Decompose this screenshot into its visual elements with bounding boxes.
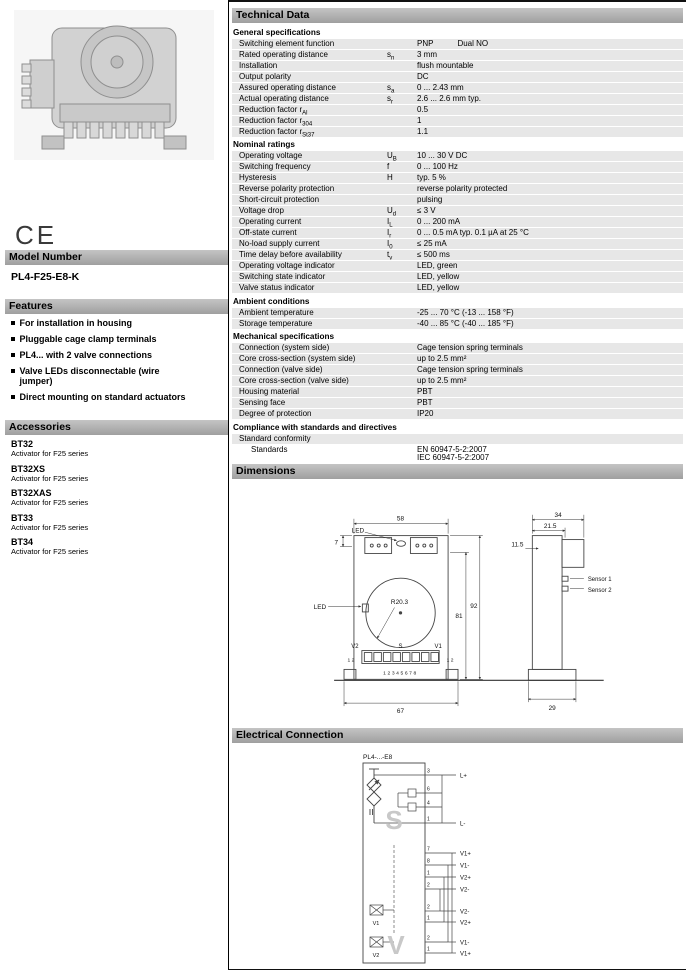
spec-section-title: Nominal ratings [233, 140, 295, 149]
spec-label: Actual operating distance [239, 93, 329, 103]
spec-value: Cage tension spring terminals [417, 343, 523, 352]
valve-pin-label: V1+ [459, 951, 471, 958]
spec-symbol: $t_v$ [387, 250, 393, 262]
spec-row [232, 409, 683, 419]
feature-text: For installation in housing [19, 318, 132, 328]
spec-symbol: $I_r$ [387, 228, 392, 240]
accessory-name: BT32 [11, 439, 34, 449]
terminal-pins-left: 1 2 [347, 658, 354, 664]
supply-plus-label: L+ [459, 773, 467, 780]
spec-value: DC [417, 71, 429, 81]
feature-item [11, 392, 193, 402]
spec-label: Reduction factor $r_{304}$ [239, 115, 313, 128]
technical-data-header: Technical Data [232, 8, 683, 23]
spec-row [232, 217, 683, 227]
spec-label: Standards [251, 444, 288, 454]
spec-row [232, 61, 683, 71]
spec-value-secondary: Dual NO [457, 38, 489, 48]
spec-symbol: f [387, 162, 390, 171]
valve-pin-label: V2- [459, 909, 469, 916]
output-label: V1+ [459, 851, 471, 858]
spec-value-line: IEC 60947-5-2:2007 [417, 453, 490, 462]
feature-text: Direct mounting on standard actuators [19, 392, 186, 402]
terminal-v2-label: V2 [350, 644, 359, 651]
spec-value: ≤ 3 V [417, 206, 436, 215]
technical-table [232, 25, 683, 463]
ce-mark-text: CE [15, 220, 58, 250]
spec-label: Operating voltage indicator [239, 261, 335, 270]
valve-block-letter: V [386, 930, 405, 960]
bullet-icon [11, 321, 15, 325]
spec-value: PBT [417, 387, 433, 396]
features-list [11, 318, 193, 402]
spec-value: 0.5 [417, 104, 429, 114]
dim-height-outer: 92 [469, 602, 477, 610]
spec-value: PNP Dual NO [417, 38, 489, 48]
feature-item [11, 350, 193, 360]
spec-label: Valve status indicator [239, 283, 315, 292]
spec-label: Core cross-section (system side) [239, 354, 356, 363]
terminal-s-label: S [398, 644, 402, 651]
spec-symbol: $U_d$ [387, 206, 397, 218]
accessory-name: BT34 [11, 537, 34, 547]
pin-number: 1 [426, 870, 430, 877]
dimensions-header: Dimensions [232, 464, 683, 479]
spec-row [232, 83, 683, 93]
spec-label: Connection (system side) [239, 343, 330, 352]
pin-number: 1 [426, 915, 430, 922]
spec-row [232, 195, 683, 205]
features-header: Features [5, 299, 228, 314]
spec-row [232, 261, 683, 271]
spec-value: LED, green [417, 261, 458, 270]
spec-row [232, 39, 683, 49]
valve1-label: V1 [372, 921, 379, 927]
electrical-connection-header: Electrical Connection [232, 728, 683, 743]
bullet-icon [11, 369, 15, 373]
spec-value: 1.1 [417, 126, 429, 136]
accessory-description: Activator for F25 series [11, 498, 89, 507]
spec-label: Sensing face [239, 398, 286, 407]
spec-row [232, 50, 683, 60]
circuit-title: PL4-...-E8 [362, 754, 392, 761]
accessory-name: BT32XS [11, 463, 46, 474]
dimension-lines [328, 515, 584, 706]
valve-pin-label: V2+ [459, 920, 471, 927]
spec-label: Ambient temperature [239, 307, 314, 317]
sensor-symbol-icon [367, 769, 381, 823]
product-image [14, 10, 214, 160]
spec-value: Cage tension spring terminals [417, 365, 523, 374]
spec-row [232, 206, 683, 216]
spec-value: -25 ... 70 °C (-13 ... 158 °F) [417, 307, 514, 317]
accessory-description: Activator for F25 series [11, 522, 89, 532]
spec-label: Core cross-section (valve side) [239, 376, 349, 385]
terminal-numbers: 12345678 [382, 671, 418, 677]
model-number: PL4-F25-E8-K [11, 271, 80, 283]
circuit-labels [363, 754, 471, 960]
spec-label: Reduction factor $r_{Al}$ [239, 104, 308, 117]
spec-value: typ. 5 % [417, 173, 446, 182]
spec-section-title: Mechanical specifications [233, 332, 335, 341]
spec-row [232, 308, 683, 318]
spec-label: Operating current [239, 217, 302, 226]
spec-label: Assured operating distance [239, 82, 336, 92]
dim-bottom-width: 67 [396, 708, 404, 716]
spec-value: IP20 [417, 409, 434, 418]
spec-label: Output polarity [239, 71, 292, 81]
spec-label: Operating voltage [239, 151, 303, 160]
led-label-top: LED [351, 527, 364, 535]
feature-text: Pluggable cage clamp terminals [19, 334, 157, 344]
spec-row [232, 343, 683, 353]
pin-number: 1 [426, 946, 430, 953]
spec-label: Time delay before availability [239, 250, 342, 259]
spec-value: ≤ 500 ms [417, 250, 450, 259]
spec-row [232, 105, 683, 115]
spec-row [232, 127, 683, 137]
spec-row [232, 272, 683, 282]
spec-label: Switching element function [239, 38, 335, 48]
spec-row [232, 116, 683, 126]
spec-symbol: H [387, 173, 393, 182]
spec-label: Reduction factor $r_{St37}$ [239, 126, 315, 139]
spec-row [232, 376, 683, 386]
spec-label: Switching state indicator [239, 272, 326, 281]
accessory-description: Activator for F25 series [11, 473, 89, 483]
spec-row [232, 434, 683, 444]
ce-mark-logo [14, 218, 80, 250]
pin-number: 6 [426, 786, 430, 793]
spec-value: 0 ... 100 Hz [417, 162, 458, 171]
spec-value: up to 2.5 mm² [417, 376, 467, 385]
dim-side-foot: 29 [548, 705, 556, 713]
spec-symbol: $s_n$ [387, 49, 395, 62]
spec-section-title: Compliance with standards and directives [233, 422, 397, 432]
model-number-header: Model Number [5, 250, 228, 265]
spec-row [232, 398, 683, 408]
spec-label: Storage temperature [239, 318, 313, 328]
spec-row [232, 228, 683, 238]
valve2-label: V2 [372, 953, 379, 959]
bullet-icon [11, 353, 15, 357]
spec-row [232, 387, 683, 397]
dim-height-inner: 81 [454, 612, 463, 620]
feature-text: PL4... with 2 valve connections [19, 350, 153, 360]
pin-number: 7 [426, 846, 430, 853]
spec-row [232, 283, 683, 293]
spec-value: up to 2.5 mm² [417, 354, 467, 363]
spec-section-title: General specifications [233, 27, 321, 37]
pin-number: 1 [426, 816, 430, 823]
spec-row [232, 354, 683, 364]
accessory-item [11, 513, 222, 533]
spec-value: pulsing [417, 195, 443, 204]
spec-row [232, 239, 683, 249]
spec-value: reverse polarity protected [417, 184, 508, 193]
dim-side-width: 34 [554, 511, 562, 519]
spec-value: ≤ 25 mA [417, 239, 447, 248]
spec-row [232, 184, 683, 194]
spec-value: 0 ... 200 mA [417, 217, 461, 226]
spec-value: 1 [417, 115, 422, 125]
sensor1-label: Sensor 1 [587, 577, 612, 584]
pin-number: 4 [426, 800, 430, 807]
spec-value [417, 446, 681, 463]
spec-label: Connection (valve side) [239, 365, 323, 374]
dimension-front-view [344, 536, 458, 680]
pin-number: 2 [426, 904, 430, 911]
feature-item [11, 318, 193, 328]
spec-label: Short-circuit protection [239, 195, 320, 204]
valve-pin-label: V1- [459, 940, 469, 947]
spec-label: Installation [239, 60, 278, 70]
spec-label: Reverse polarity protection [239, 184, 335, 193]
dimension-labels [313, 512, 612, 715]
output-label: V2+ [459, 875, 471, 882]
dim-offset-top: 7 [333, 539, 338, 547]
dimension-side-view [528, 536, 584, 681]
spec-row [232, 151, 683, 161]
spec-value: LED, yellow [417, 283, 460, 292]
dim-radius: R20.3 [390, 599, 408, 606]
led-label-left: LED [313, 603, 326, 611]
spec-value: 10 ... 30 V DC [417, 151, 468, 160]
spec-value-line: EN 60947-5-2:2007 [417, 444, 487, 454]
spec-row [232, 250, 683, 260]
sensor2-label: Sensor 2 [587, 588, 612, 595]
spec-label: Standard conformity [239, 433, 311, 443]
accessory-name: BT33 [11, 512, 34, 523]
spec-value: PBT [417, 398, 433, 407]
spec-section-title: Ambient conditions [233, 296, 310, 306]
spec-value: 0 ... 0.5 mA typ. 0.1 µA at 25 °C [417, 228, 529, 237]
supply-minus-label: L- [459, 821, 465, 828]
spec-label: Rated operating distance [239, 49, 328, 59]
spec-row [232, 72, 683, 82]
spec-value: 3 mm [417, 49, 437, 59]
accessory-item [11, 537, 222, 557]
spec-row [232, 94, 683, 104]
spec-value: 2.6 ... 2.6 mm typ. [417, 93, 482, 103]
pin-number: 8 [426, 858, 430, 865]
spec-symbol: $U_B$ [387, 151, 397, 163]
right-column [228, 0, 686, 970]
pin-number: 3 [426, 768, 430, 775]
pin-number: 2 [426, 935, 430, 942]
dim-side-upper: 21.5 [543, 523, 556, 531]
accessories-list [11, 439, 222, 557]
spec-label: Switching frequency [239, 162, 311, 171]
spec-label: Off-state current [239, 228, 297, 237]
left-column [0, 0, 228, 970]
terminal-pins-right: 1 2 [446, 658, 454, 664]
spec-symbol: $s_a$ [387, 82, 395, 95]
accessories-header: Accessories [5, 420, 228, 435]
feature-text: Valve LEDs disconnectable (wire jumper) [19, 366, 160, 386]
dim-side-face: 11.5 [510, 541, 523, 549]
spec-row [232, 319, 683, 329]
spec-label: Degree of protection [239, 409, 312, 418]
accessory-name: BT32XAS [11, 488, 52, 498]
dim-front-width: 58 [396, 515, 404, 523]
circuit-wires [370, 775, 456, 953]
spec-value: 0 ... 2.43 mm [417, 82, 464, 92]
spec-value: LED, yellow [417, 272, 460, 281]
bullet-icon [11, 395, 15, 399]
spec-value: flush mountable [417, 60, 474, 70]
spec-label: Hysteresis [239, 173, 277, 182]
spec-label: No-load supply current [239, 239, 320, 248]
spec-row [232, 173, 683, 183]
spec-row [232, 365, 683, 375]
spec-label: Housing material [239, 387, 300, 396]
spec-label: Voltage drop [239, 206, 284, 215]
spec-symbol: $I_L$ [387, 217, 393, 229]
spec-row [232, 162, 683, 172]
sensor-block-letter: S [384, 805, 403, 835]
accessory-item [11, 439, 222, 459]
accessory-description: Activator for F25 series [11, 547, 89, 556]
dimensions-drawing [232, 481, 683, 728]
output-label: V1- [459, 863, 469, 870]
spec-row [232, 445, 683, 464]
output-label: V2- [459, 887, 469, 894]
electrical-drawing [232, 745, 683, 970]
spec-symbol: $I_0$ [387, 239, 393, 251]
bullet-icon [11, 337, 15, 341]
accessory-item [11, 488, 222, 508]
accessory-item [11, 464, 222, 484]
pin-number: 2 [426, 882, 430, 889]
spec-symbol: $s_r$ [387, 93, 393, 106]
feature-item [11, 334, 193, 344]
spec-value: -40 ... 85 °C (-40 ... 185 °F) [417, 318, 514, 328]
terminal-v1-label: V1 [434, 644, 442, 651]
feature-item [11, 366, 193, 386]
accessory-description: Activator for F25 series [11, 449, 89, 458]
